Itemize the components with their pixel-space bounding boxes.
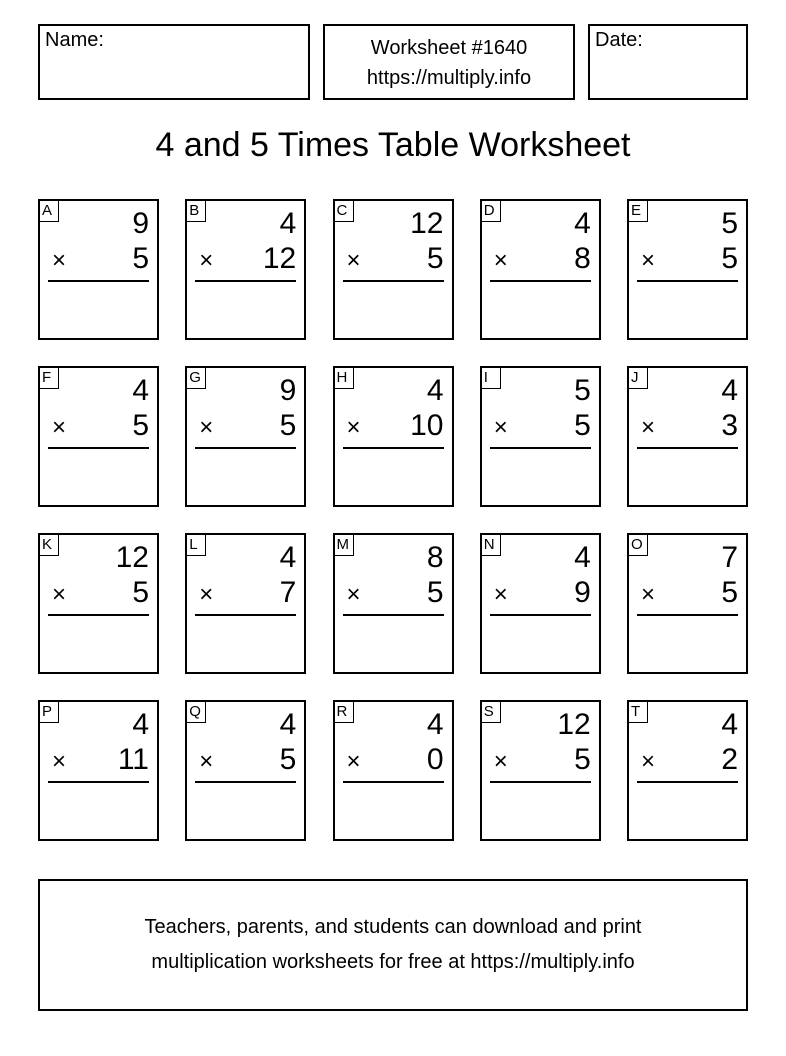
problem-top-number: 4 bbox=[721, 374, 738, 407]
problem-card[interactable] bbox=[38, 533, 159, 674]
answer-line bbox=[48, 280, 149, 282]
answer-line bbox=[343, 614, 444, 616]
problem-letter: B bbox=[187, 201, 206, 222]
problem-letter: L bbox=[187, 535, 206, 556]
problem-card[interactable] bbox=[480, 700, 601, 841]
multiply-sign: × bbox=[493, 247, 508, 274]
problem-top-number: 4 bbox=[574, 541, 591, 574]
problem-top-number: 7 bbox=[721, 541, 738, 574]
multiply-sign: × bbox=[346, 748, 361, 775]
problem-card[interactable] bbox=[627, 366, 748, 507]
problem-letter: K bbox=[40, 535, 59, 556]
multiply-sign: × bbox=[199, 581, 214, 608]
problem-card[interactable] bbox=[333, 700, 454, 841]
answer-line bbox=[195, 280, 296, 282]
problem-top-number: 4 bbox=[426, 374, 444, 407]
problem-card[interactable] bbox=[333, 199, 454, 340]
problem-bottom-number: 8 bbox=[574, 242, 591, 275]
problem-card[interactable] bbox=[38, 199, 159, 340]
problem-letter: A bbox=[40, 201, 59, 222]
answer-line bbox=[637, 781, 738, 783]
answer-line bbox=[48, 614, 149, 616]
answer-line bbox=[490, 781, 591, 783]
multiply-sign: × bbox=[199, 247, 214, 274]
problem-bottom-number: 11 bbox=[117, 743, 149, 776]
multiply-sign: × bbox=[199, 414, 214, 441]
footer-line-2: multiplication worksheets for free at https://multiply.info bbox=[151, 951, 635, 973]
problem-card[interactable] bbox=[333, 366, 454, 507]
problem-letter: D bbox=[482, 201, 501, 222]
answer-line bbox=[48, 781, 149, 783]
problem-bottom-number: 3 bbox=[721, 409, 738, 442]
multiply-sign: × bbox=[52, 247, 67, 274]
problem-bottom-number: 2 bbox=[721, 743, 738, 776]
problem-bottom-number: 0 bbox=[426, 743, 444, 776]
problem-top-number: 4 bbox=[721, 708, 738, 741]
name-label: Name: bbox=[45, 29, 104, 51]
problem-top-number: 5 bbox=[574, 374, 591, 407]
problem-top-number: 4 bbox=[426, 708, 444, 741]
worksheet-number: Worksheet #1640 bbox=[370, 37, 528, 59]
answer-line bbox=[343, 781, 444, 783]
problem-letter: R bbox=[335, 702, 354, 723]
problem-top-number: 9 bbox=[132, 207, 149, 240]
multiply-sign: × bbox=[641, 247, 656, 274]
problem-top-number: 4 bbox=[132, 708, 149, 741]
problem-card[interactable] bbox=[480, 366, 601, 507]
problem-top-number: 4 bbox=[279, 708, 297, 741]
problem-letter: M bbox=[335, 535, 354, 556]
answer-line bbox=[637, 614, 738, 616]
problem-top-number: 12 bbox=[115, 541, 149, 574]
problem-card[interactable] bbox=[185, 533, 306, 674]
answer-line bbox=[490, 614, 591, 616]
problem-bottom-number: 5 bbox=[426, 576, 444, 609]
problem-card[interactable] bbox=[185, 700, 306, 841]
multiply-sign: × bbox=[52, 748, 67, 775]
multiply-sign: × bbox=[493, 581, 508, 608]
problem-letter: I bbox=[482, 368, 501, 389]
multiply-sign: × bbox=[641, 581, 656, 608]
problem-bottom-number: 5 bbox=[721, 576, 738, 609]
problem-letter: F bbox=[40, 368, 59, 389]
multiply-sign: × bbox=[641, 748, 656, 775]
problem-bottom-number: 5 bbox=[279, 743, 297, 776]
problem-letter: O bbox=[629, 535, 648, 556]
problem-bottom-number: 5 bbox=[132, 409, 149, 442]
problem-letter: E bbox=[629, 201, 648, 222]
multiply-sign: × bbox=[493, 748, 508, 775]
answer-line bbox=[637, 280, 738, 282]
footer-box bbox=[38, 879, 748, 1011]
multiply-sign: × bbox=[346, 414, 361, 441]
multiply-sign: × bbox=[199, 748, 214, 775]
answer-line bbox=[490, 447, 591, 449]
problem-letter: T bbox=[629, 702, 648, 723]
problem-letter: C bbox=[335, 201, 354, 222]
problem-card[interactable] bbox=[480, 199, 601, 340]
answer-line bbox=[343, 447, 444, 449]
multiply-sign: × bbox=[641, 414, 656, 441]
problem-card[interactable] bbox=[185, 199, 306, 340]
problem-top-number: 5 bbox=[721, 207, 738, 240]
problem-letter: P bbox=[40, 702, 59, 723]
problem-card[interactable] bbox=[480, 533, 601, 674]
problem-card[interactable] bbox=[38, 700, 159, 841]
multiply-sign: × bbox=[52, 414, 67, 441]
problem-top-number: 8 bbox=[426, 541, 444, 574]
problem-letter: S bbox=[482, 702, 501, 723]
problem-bottom-number: 5 bbox=[132, 242, 149, 275]
answer-line bbox=[343, 280, 444, 282]
date-label: Date: bbox=[595, 29, 643, 51]
problem-top-number: 9 bbox=[279, 374, 297, 407]
problem-card[interactable] bbox=[185, 366, 306, 507]
problem-letter: Q bbox=[187, 702, 206, 723]
multiply-sign: × bbox=[346, 581, 361, 608]
answer-line bbox=[195, 781, 296, 783]
answer-line bbox=[490, 280, 591, 282]
problem-bottom-number: 7 bbox=[279, 576, 297, 609]
problem-card[interactable] bbox=[627, 533, 748, 674]
problem-card[interactable] bbox=[627, 700, 748, 841]
problem-bottom-number: 5 bbox=[721, 242, 738, 275]
problem-top-number: 4 bbox=[279, 207, 297, 240]
footer-line-1: Teachers, parents, and students can download and print bbox=[144, 916, 642, 938]
problem-card[interactable] bbox=[627, 199, 748, 340]
problem-letter: J bbox=[629, 368, 648, 389]
problem-bottom-number: 9 bbox=[574, 576, 591, 609]
problem-bottom-number: 5 bbox=[279, 409, 297, 442]
answer-line bbox=[195, 614, 296, 616]
answer-line bbox=[195, 447, 296, 449]
problem-top-number: 12 bbox=[410, 207, 444, 240]
problem-card[interactable] bbox=[38, 366, 159, 507]
worksheet-url: https://multiply.info bbox=[366, 67, 532, 89]
problem-top-number: 4 bbox=[574, 207, 591, 240]
answer-line bbox=[48, 447, 149, 449]
problem-card[interactable] bbox=[333, 533, 454, 674]
problem-bottom-number: 5 bbox=[574, 409, 591, 442]
problem-top-number: 12 bbox=[557, 708, 591, 741]
problem-letter: N bbox=[482, 535, 501, 556]
problem-top-number: 4 bbox=[279, 541, 297, 574]
answer-line bbox=[637, 447, 738, 449]
problem-bottom-number: 10 bbox=[410, 409, 444, 442]
problem-bottom-number: 12 bbox=[262, 242, 297, 275]
multiply-sign: × bbox=[52, 581, 67, 608]
problem-bottom-number: 5 bbox=[574, 743, 591, 776]
multiply-sign: × bbox=[346, 247, 361, 274]
problem-bottom-number: 5 bbox=[132, 576, 149, 609]
problem-letter: H bbox=[335, 368, 354, 389]
problem-bottom-number: 5 bbox=[426, 242, 444, 275]
problem-letter: G bbox=[187, 368, 206, 389]
page-title: 4 and 5 Times Table Worksheet bbox=[155, 126, 631, 164]
problem-top-number: 4 bbox=[132, 374, 149, 407]
multiply-sign: × bbox=[493, 414, 508, 441]
